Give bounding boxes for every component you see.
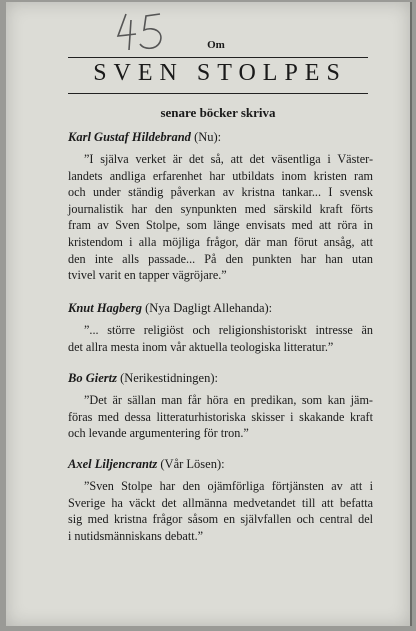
- quote-line: landets andliga erfarenhet har utbildats inom kristen ram: [68, 168, 373, 183]
- review-block: [68, 301, 373, 355]
- heading-om: Om: [207, 39, 225, 51]
- quote-line: och under ständig påverkan av kristna tankar... I svensk: [68, 185, 373, 200]
- review-source: [68, 371, 373, 386]
- review-publication: (Nya Dagligt Allehanda):: [145, 301, 273, 315]
- heading-title: SVEN STOLPES: [93, 60, 347, 86]
- review-quote: [68, 478, 373, 544]
- review-publication: (Nerikestidningen):: [120, 371, 218, 385]
- review-publication: (Vår Lösen):: [160, 457, 225, 471]
- quote-line: och levande argumentering för tron.”: [68, 426, 249, 441]
- heading-subtitle: senare böcker skriva: [160, 105, 276, 120]
- quote-line: i nutidsmänniskans debatt.”: [68, 528, 204, 543]
- quote-line: tvivel varit en tapper vägröjare.”: [68, 268, 227, 283]
- quote-line: ”Det är sällan man får höra en predikan, som kan jäm-: [84, 393, 373, 407]
- review-source: [68, 301, 373, 316]
- review-publication: (Nu):: [194, 130, 222, 144]
- quote-line: ”I själva verket är det så, att det väsentliga i Väster-: [84, 152, 373, 166]
- review-quote: [68, 392, 373, 442]
- title-rule-top: [68, 57, 368, 58]
- quote-line: det allra mesta inom vår aktuella teologiska litteratur.”: [68, 339, 334, 354]
- review-author: Knut Hagberg: [68, 301, 142, 315]
- title-rule-bottom: [68, 93, 368, 94]
- review-author: Axel Liljencrantz: [68, 457, 158, 471]
- quote-line: sig med kristna frågor såsom en självfallen och central del: [68, 512, 373, 527]
- review-block: [68, 457, 373, 544]
- book-page: [6, 2, 412, 626]
- review-quote: [68, 322, 373, 355]
- review-source: [68, 130, 373, 145]
- quote-line: Sverige ha väckt det allmänna medvetandet till att befatta: [68, 495, 373, 510]
- quote-line: journalistik har den synpunkten med särskild kraft förts: [68, 201, 373, 216]
- quote-line: fram av Sven Stolpe, som länge envisats med att röra in: [68, 218, 373, 233]
- review-quote: [68, 151, 373, 284]
- review-author: Bo Giertz: [68, 371, 117, 385]
- quote-line: ”... större religiöst och religionshistoriskt intresse än: [84, 323, 373, 337]
- review-author: Karl Gustaf Hildebrand: [68, 130, 191, 144]
- quote-line: kristendom i alla möjliga frågor, där man förut ansåg, att: [68, 234, 373, 249]
- quote-line: den inte alls passade... På den punkten har han utan: [68, 251, 373, 266]
- review-block: [68, 371, 373, 442]
- review-block: [68, 130, 373, 284]
- review-source: [68, 457, 373, 472]
- quote-line: ”Sven Stolpe har den ojämförliga förtjänsten av att i: [84, 479, 373, 493]
- quote-line: föras med dessa litteraturhistoriska skisser i skakande kraft: [68, 409, 373, 424]
